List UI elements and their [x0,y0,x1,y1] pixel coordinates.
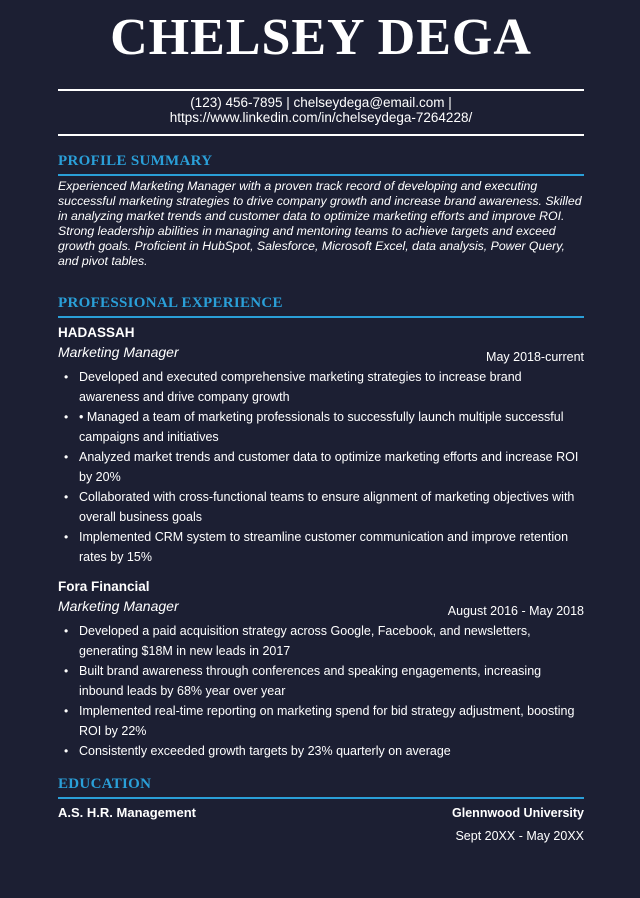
resume-page [58,0,584,843]
job-dates: May 2018-current [486,349,584,364]
job-role: Marketing Manager [58,597,179,614]
bullet-dot: • [64,743,69,758]
education-degree: A.S. H.R. Management [58,804,196,820]
education-section [58,775,584,843]
bullet-dot: • [64,409,69,424]
experience-section [58,294,584,761]
bullet-dot: • [64,369,69,384]
job-bullet: • Consistently exceeded growth targets by 23% quarterly on average [58,741,584,761]
job-role: Marketing Manager [58,343,179,360]
section-title-experience: PROFESSIONAL EXPERIENCE [58,294,283,311]
job-company: HADASSAH [58,324,135,340]
job-entry [58,579,584,761]
bullet-dot: • [64,623,69,638]
bullet-dot: • [64,489,69,504]
job-bullet: • Analyzed market trends and customer data to optimize marketing efforts and increase ROI by 20% [58,447,584,487]
section-divider [58,797,584,799]
candidate-name: CHELSEY DEGA [110,9,532,66]
bullet-dot: • [64,663,69,678]
bullet-dot: • [64,703,69,718]
job-bullets [58,621,584,761]
job-bullet: • Built brand awareness through conferences and speaking engagements, increasing inbound leads by 68% year over year [58,661,584,701]
job-role-row [58,343,584,364]
job-bullets [58,367,584,567]
section-title-education: EDUCATION [58,775,152,792]
job-bullet: • Developed a paid acquisition strategy across Google, Facebook, and newsletters, generating $18M in new leads in 2017 [58,621,584,661]
education-school: Glennwood University [452,805,584,820]
contact-line-phone-email: (123) 456-7895 | chelseydega@email.com | [190,95,452,110]
job-dates: August 2016 - May 2018 [447,603,584,618]
profile-summary-section [58,152,584,270]
contact-line-linkedin: https://www.linkedin.com/in/chelseydega-7264228/ [169,110,473,125]
job-company: Fora Financial [58,578,150,594]
header-divider-bottom [58,134,584,136]
job-bullet: • Implemented CRM system to streamline customer communication and improve retention rates by 15% [58,527,584,567]
section-divider [58,174,584,176]
education-row [58,805,584,820]
education-dates: Sept 20XX - May 20XX [455,828,584,843]
bullet-dot: • [64,529,69,544]
job-bullet: • Collaborated with cross-functional teams to ensure alignment of marketing objectives with overall business goals [58,487,584,527]
section-title-profile-summary: PROFILE SUMMARY [58,153,213,169]
summary-text: Experienced Marketing Manager with a proven track record of developing and executing successful marketing strategies to drive company growth and increase brand awareness. Skilled in analyzing market trends and customer data to optimize marketing efforts and improve ROI. Strong leadership abilities in managing and mentoring teams to achieve targets and exceed growth goals. Proficient in HubSpot, Salesforce, Microsoft Excel, data analysis, Power Query, and pivot tables. [58,179,582,269]
job-entry [58,325,584,567]
job-bullet: • • Managed a team of marketing professionals to successfully launch multiple successful campaigns and initiatives [58,407,584,447]
job-bullet: • Implemented real-time reporting on marketing spend for bid strategy adjustment, boosting ROI by 22% [58,701,584,741]
job-role-row [58,597,584,618]
section-divider [58,316,584,318]
job-bullet: • Developed and executed comprehensive marketing strategies to increase brand awareness and drive company growth [58,367,584,407]
bullet-dot: • [64,449,69,464]
contact-info [58,91,584,131]
